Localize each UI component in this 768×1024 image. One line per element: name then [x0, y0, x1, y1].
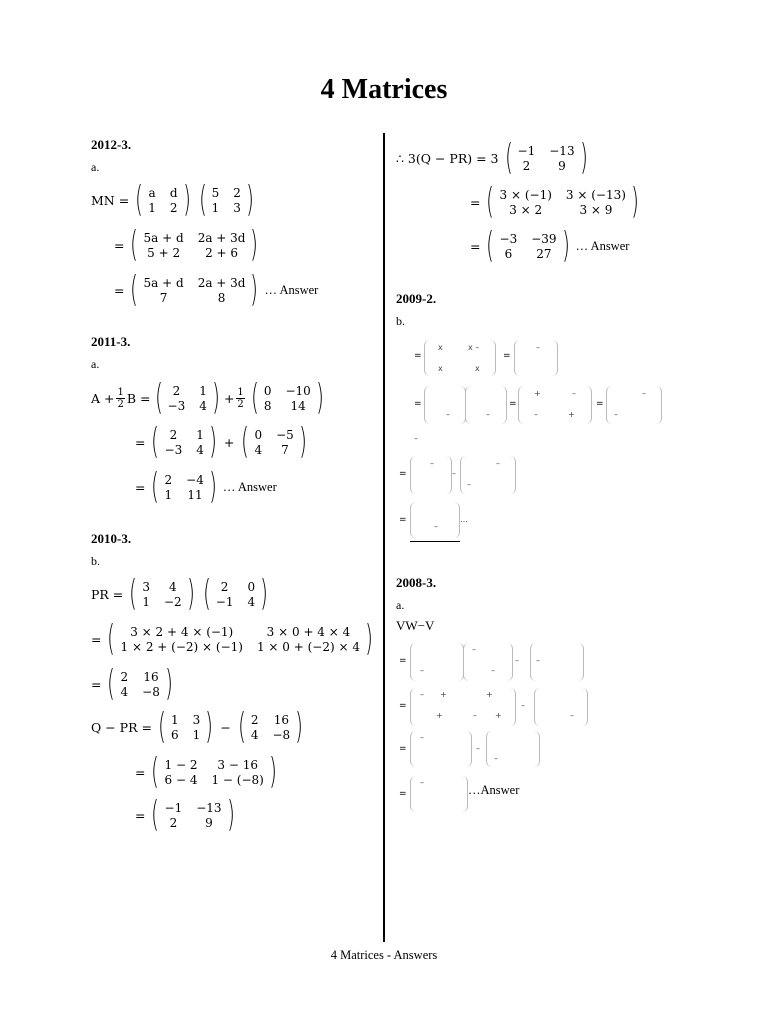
- matrix: [238, 421, 309, 462]
- matrix: [104, 663, 175, 704]
- matrix-cell: 2a + 3d: [197, 230, 246, 245]
- matrix-cell: 5a + d: [143, 275, 184, 290]
- right-paren: ): [246, 179, 254, 220]
- frac-num: 1: [117, 386, 124, 398]
- matrix-cell: 4: [254, 442, 263, 457]
- right-paren: ): [186, 573, 195, 614]
- matrix-cell: 9: [205, 815, 213, 830]
- left-paren: (: [250, 377, 259, 418]
- matrix-cell: 3: [192, 712, 201, 727]
- equation-lhs: =: [470, 194, 481, 210]
- matrix-cell: −5: [276, 427, 294, 442]
- eq-2010-line6: [135, 794, 239, 835]
- matrix-cell: 1: [199, 383, 207, 398]
- matrix-cell: −3: [164, 442, 183, 457]
- matrix-cell: 2: [169, 815, 178, 830]
- matrix-cell: 2: [522, 158, 531, 173]
- matrix-cell: 27: [536, 246, 552, 261]
- left-paren: (: [151, 466, 160, 507]
- matrix-cell: 3 × (−1): [499, 187, 552, 202]
- matrix: [148, 466, 219, 507]
- left-paren: (: [135, 179, 144, 220]
- plus-sign: +: [223, 434, 235, 450]
- page-footer: 4 Matrices - Answers: [330, 948, 438, 962]
- matrix-cell: 2a + 3d: [197, 275, 246, 290]
- section-heading-2011: 2011-3.: [91, 334, 131, 349]
- right-paren: ): [315, 377, 324, 418]
- eq-2010-r-line1: [396, 137, 592, 178]
- matrix-cell: 1 × 2 + (−2) × (−1): [120, 639, 243, 654]
- matrix-cell: −13: [196, 800, 222, 815]
- matrix: [235, 706, 306, 747]
- equation-lhs: =: [114, 282, 125, 298]
- fraction-half: [236, 387, 244, 410]
- eq-2010-line5: [135, 751, 281, 792]
- matrix-cell: −39: [531, 231, 557, 246]
- frac-den: 2: [237, 398, 244, 410]
- matrix: [127, 269, 261, 310]
- expr-a-plus: A +: [91, 390, 115, 406]
- right-paren: ): [250, 224, 259, 265]
- matrix-cell: 1: [148, 200, 156, 215]
- section-heading-2012: 2012-3.: [91, 137, 132, 152]
- answer-label: … Answer: [264, 282, 319, 297]
- matrix-cell: 5a + d: [143, 230, 184, 245]
- section-heading-2010: 2010-3.: [91, 531, 132, 546]
- left-paren: (: [129, 573, 138, 614]
- matrix: [104, 618, 376, 659]
- right-paren: ): [209, 421, 217, 462]
- eq-2011-line3: [135, 466, 277, 507]
- matrix-cell: 4: [247, 594, 256, 609]
- matrix-cell: 2: [169, 427, 178, 442]
- matrix: [483, 225, 572, 266]
- underline: [410, 541, 460, 542]
- matrix-cell: d: [169, 185, 178, 200]
- matrix: [148, 794, 237, 835]
- equation-lhs: =: [135, 764, 146, 780]
- part-label-2008: a.: [396, 598, 405, 612]
- matrix-cell: −10: [285, 383, 311, 398]
- left-paren: (: [151, 751, 160, 792]
- matrix-cell: 8: [263, 398, 272, 413]
- left-paren: (: [241, 421, 250, 462]
- eq-2010-r-line3: [470, 225, 630, 266]
- right-paren: ): [205, 706, 214, 747]
- matrix-cell: −1: [215, 594, 234, 609]
- matrix-cell: 1: [192, 727, 201, 742]
- matrix-cell: 5: [211, 185, 220, 200]
- matrix-cell: 1: [211, 200, 220, 215]
- right-paren: ): [250, 269, 259, 310]
- matrix: [155, 706, 216, 747]
- matrix-cell: 7: [159, 290, 168, 305]
- column-divider: [383, 133, 385, 942]
- matrix-cell: −2: [163, 594, 182, 609]
- right-paren: ): [209, 466, 217, 507]
- eq-2011-line1: [91, 377, 328, 418]
- equation-lhs: =: [135, 434, 146, 450]
- matrix: [148, 751, 279, 792]
- matrix-cell: 3 × 2 + 4 × (−1): [130, 624, 234, 639]
- left-paren: (: [130, 224, 139, 265]
- matrix: [132, 179, 193, 220]
- right-paren: ): [295, 706, 304, 747]
- matrix-cell: 4: [196, 442, 204, 457]
- answer-label: … Answer: [575, 238, 630, 253]
- equation-lhs: =: [135, 479, 146, 495]
- left-paren: (: [151, 794, 160, 835]
- matrix-cell: 8: [217, 290, 226, 305]
- equation-lhs: ∴ 3(Q − PR) = 3: [396, 150, 499, 166]
- matrix-cell: 3 × 0 + 4 × 4: [266, 624, 351, 639]
- equation-lhs: =: [91, 676, 102, 692]
- answer-label: … Answer: [222, 479, 277, 494]
- left-paren: (: [158, 706, 166, 747]
- matrix: [502, 137, 591, 178]
- matrix-cell: 4: [120, 684, 129, 699]
- eq-2010-line2: [91, 618, 377, 659]
- matrix-cell: −13: [549, 143, 575, 158]
- fraction-half: [116, 387, 124, 410]
- left-paren: (: [107, 618, 116, 659]
- eq-2010-line3: [91, 663, 177, 704]
- matrix: [248, 377, 327, 418]
- right-paren: ): [226, 794, 235, 835]
- matrix-cell: 0: [254, 427, 263, 442]
- equation-lhs: Q − PR =: [91, 719, 152, 735]
- matrix-cell: 4: [199, 398, 207, 413]
- equation-lhs: PR =: [91, 586, 124, 602]
- matrix: [196, 179, 257, 220]
- expr-vw-v: VW−V: [396, 618, 435, 633]
- part-label-2011: a.: [91, 357, 100, 371]
- matrix-cell: 1: [196, 427, 204, 442]
- matrix-cell: 1: [142, 594, 150, 609]
- matrix-cell: 2: [164, 472, 173, 487]
- right-paren: ): [561, 225, 570, 266]
- part-label-2012: a.: [91, 160, 100, 174]
- eq-2010-line4: [91, 706, 307, 747]
- equation-lhs: =: [135, 807, 146, 823]
- expr-b-equals: B =: [126, 390, 151, 406]
- matrix-cell: −8: [142, 684, 160, 699]
- matrix-cell: 3: [142, 579, 150, 594]
- left-paren: (: [154, 377, 163, 418]
- eq-2012-line3: [114, 269, 319, 310]
- matrix-cell: 11: [187, 487, 203, 502]
- right-paren: ): [165, 663, 173, 704]
- right-paren: ): [260, 573, 268, 614]
- matrix-cell: 1: [170, 712, 179, 727]
- right-paren: ): [212, 377, 220, 418]
- matrix: [200, 573, 271, 614]
- matrix-cell: 3 × 2: [509, 202, 543, 217]
- left-paren: (: [107, 663, 116, 704]
- left-paren: (: [202, 573, 211, 614]
- matrix-cell: 2: [250, 712, 259, 727]
- matrix-cell: 16: [143, 669, 159, 684]
- matrix-cell: 6 − 4: [164, 772, 198, 787]
- matrix-cell: 0: [247, 579, 256, 594]
- section-heading-2008: 2008-3.: [396, 575, 437, 590]
- left-paren: (: [151, 421, 160, 462]
- equation-lhs: =: [91, 631, 102, 647]
- left-paren: (: [504, 137, 513, 178]
- right-paren: ): [579, 137, 588, 178]
- matrix-cell: 3 × (−13): [565, 187, 626, 202]
- matrix: [483, 181, 641, 222]
- right-paren: ): [298, 421, 307, 462]
- plus-sign: +: [223, 390, 235, 406]
- matrix: [152, 377, 223, 418]
- matrix-cell: −8: [272, 727, 291, 742]
- part-label-2009: b.: [396, 314, 405, 328]
- matrix-cell: 3 − 16: [217, 757, 258, 772]
- matrix-cell: −4: [186, 472, 204, 487]
- left-paren: (: [198, 179, 207, 220]
- matrix-cell: 1 − 2: [164, 757, 198, 772]
- matrix-cell: 2: [220, 579, 229, 594]
- equation-lhs: MN =: [91, 192, 130, 208]
- eq-2012-line2: [114, 224, 263, 265]
- matrix-cell: 4: [250, 727, 259, 742]
- matrix-cell: 2: [120, 669, 129, 684]
- matrix-cell: 1 − (−8): [211, 772, 264, 787]
- left-paren: (: [130, 269, 139, 310]
- eq-2010-r-line2: [470, 181, 643, 222]
- matrix-cell: 4: [169, 579, 177, 594]
- eq-2012-line1: [91, 179, 258, 220]
- equation-lhs: =: [470, 238, 481, 254]
- right-paren: ): [182, 179, 191, 220]
- right-paren: ): [365, 618, 373, 659]
- matrix-cell: 9: [558, 158, 566, 173]
- matrix-cell: 1: [164, 487, 173, 502]
- matrix-cell: a: [148, 185, 156, 200]
- matrix-cell: 3 × 9: [579, 202, 613, 217]
- left-paren: (: [486, 181, 495, 222]
- matrix-cell: 2: [233, 185, 241, 200]
- minus-sign: −: [220, 719, 231, 735]
- eq-2011-line2: [135, 421, 311, 462]
- matrix-cell: 3: [233, 200, 241, 215]
- matrix-cell: 2: [169, 200, 178, 215]
- matrix-cell: 6: [170, 727, 179, 742]
- eq-2010-line1: [91, 573, 272, 614]
- frac-num: 1: [237, 386, 244, 398]
- right-paren: ): [631, 181, 639, 222]
- part-label-2010: b.: [91, 554, 100, 568]
- matrix-cell: 0: [263, 383, 272, 398]
- right-paren: ): [269, 751, 277, 792]
- matrix-cell: 14: [290, 398, 306, 413]
- equation-lhs: =: [114, 237, 125, 253]
- matrix-cell: 2: [172, 383, 181, 398]
- matrix: [127, 224, 261, 265]
- matrix: [126, 573, 197, 614]
- matrix-cell: −1: [164, 800, 183, 815]
- matrix-cell: 1 × 0 + (−2) × 4: [256, 639, 360, 654]
- matrix: [148, 421, 219, 462]
- matrix-cell: 7: [281, 442, 289, 457]
- section-heading-2009: 2009-2.: [396, 291, 437, 306]
- answer-label-2008: …Answer: [468, 783, 520, 797]
- frac-den: 2: [117, 398, 124, 410]
- matrix-cell: 5 + 2: [147, 245, 181, 260]
- left-paren: (: [237, 706, 246, 747]
- matrix-cell: −3: [499, 231, 518, 246]
- matrix-cell: −3: [167, 398, 186, 413]
- page-title: 4 Matrices: [320, 74, 448, 105]
- matrix-cell: −1: [517, 143, 536, 158]
- left-paren: (: [486, 225, 495, 266]
- matrix-cell: 2 + 6: [205, 245, 239, 260]
- matrix-cell: 16: [273, 712, 289, 727]
- matrix-cell: 6: [504, 246, 513, 261]
